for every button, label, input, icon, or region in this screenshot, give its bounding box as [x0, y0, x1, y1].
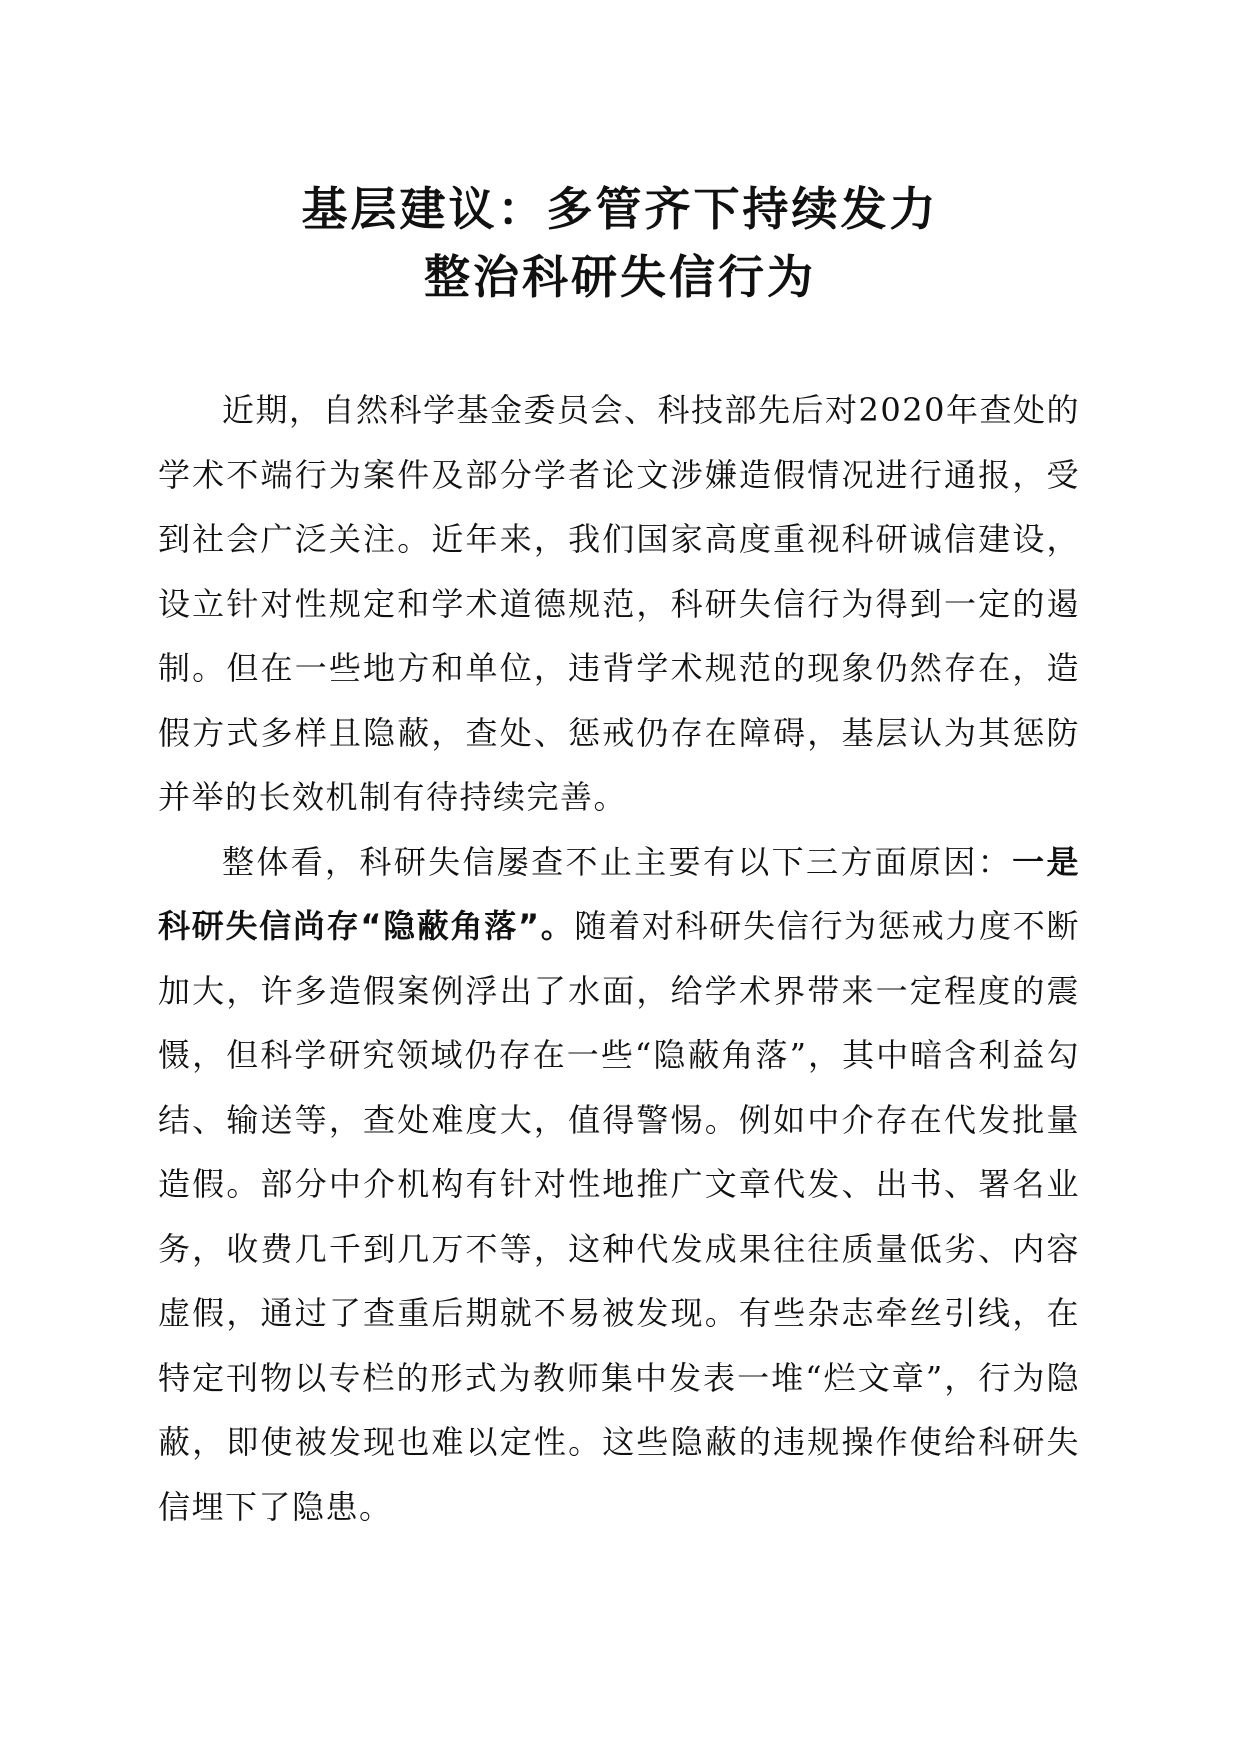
document-title: [0, 175, 1240, 311]
paragraph-2: [158, 830, 1080, 1540]
paragraph-2-rest: 随着对科研失信行为惩戒力度不断加大，许多造假案例浮出了水面，给学术界带来一定程度的震慑，但科学研究领域仍存在一些“隐蔽角落”，其中暗含利益勾结、输送等，查处难度大，值得警惕。例如中介存在代发批量造假。部分中介机构有针对性地推广文章代发、出书、署名业务，收费几千到几万不等，这种代发成果往往质量低劣、内容虚假，通过了查重后期就不易被发现。有些杂志牵丝引线，在特定刊物以专栏的形式为教师集中发表一堆“烂文章”，行为隐蔽，即使被发现也难以定性。这些隐蔽的违规操作使给科研失信埋下了隐患。: [158, 907, 1080, 1526]
title-line-2: 整治科研失信行为: [424, 250, 816, 304]
paragraph-2-emphasis: 一是科研失信尚存“隐蔽角落”。: [158, 842, 1080, 945]
document-body: [158, 378, 1080, 1539]
paragraph-2-intro: 整体看，科研失信屡查不止主要有以下三方面原因：: [222, 842, 1013, 881]
title-line-1: 基层建议：多管齐下持续发力: [301, 182, 939, 236]
paragraph-1: 近期，自然科学基金委员会、科技部先后对2020年查处的学术不端行为案件及部分学者论文涉嫌造假情况进行通报，受到社会广泛关注。近年来，我们国家高度重视科研诚信建设，设立针对性规定和学术道德规范，科研失信行为得到一定的遏制。但在一些地方和单位，违背学术规范的现象仍然存在，造假方式多样且隐蔽，查处、惩戒仍存在障碍，基层认为其惩防并举的长效机制有待持续完善。: [158, 391, 1080, 816]
